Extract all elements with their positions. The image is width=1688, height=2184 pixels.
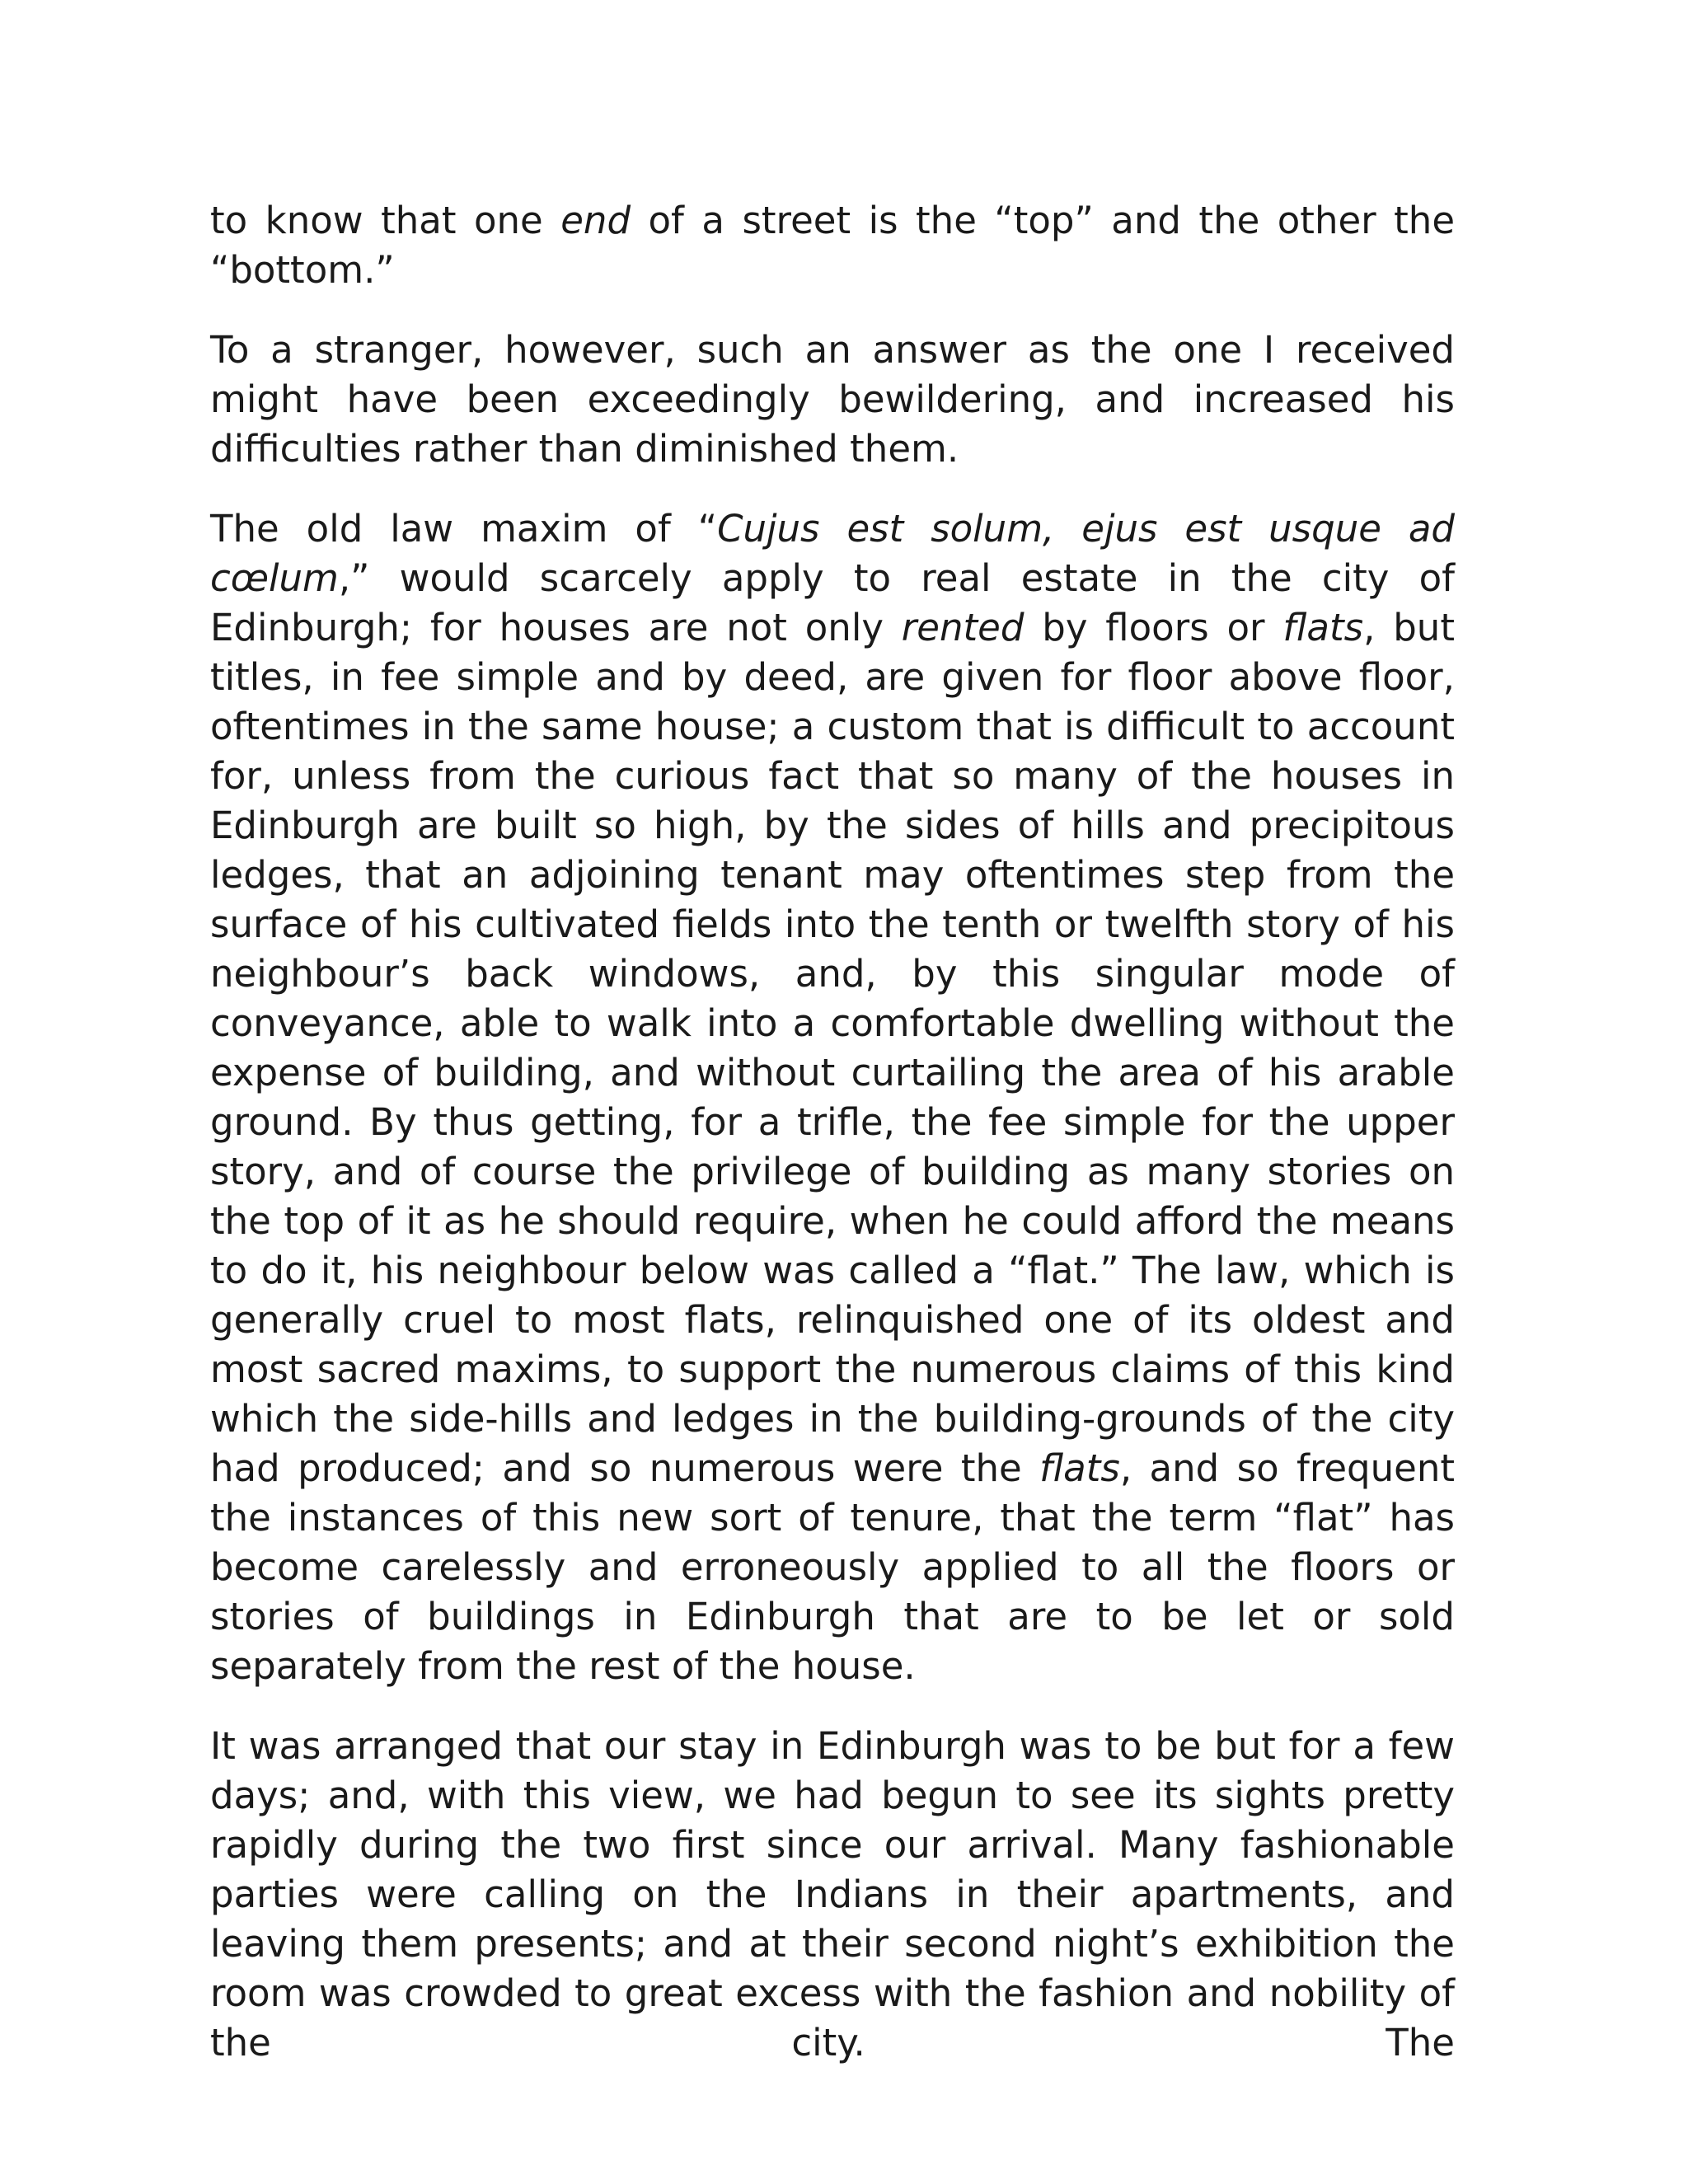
paragraph-3	[210, 504, 1455, 1691]
text-run: by floors or	[1024, 606, 1283, 649]
document-page	[210, 196, 1455, 2098]
paragraph-1	[210, 196, 1455, 295]
italic-run: rented	[901, 606, 1025, 649]
text-run: It was arranged that our stay in Edinburgh was to be but for a few days; and, with this view, we had begun to see its sights pretty rapidly during the two first since our arrival. Many fashionable parties were calling on the Indians in their apartments, and leaving them presents; and at their second night’s exhibition the room was crowded to great excess with the fashion and nobility of the city. The	[210, 1724, 1455, 2064]
italic-run: Cujus est solum, ejus est usque ad cœlum	[210, 507, 1456, 600]
text-run: The old law maxim of “	[210, 507, 718, 551]
text-run: to know that one	[210, 199, 561, 242]
paragraph-2	[210, 326, 1455, 474]
text-run: , and so frequent the instances of this new sort of tenure, that the term “flat” has become carelessly and erroneously applied to all the floors or stories of buildings in Edinburgh that are to be let or sold separately from the rest of the house.	[210, 1446, 1455, 1688]
italic-run: flats	[1282, 606, 1364, 649]
italic-run: end	[560, 199, 631, 242]
text-run: To a stranger, however, such an answer as the one I received might have been exceedingly bewildering, and increased his difficulties rather than diminished them.	[210, 328, 1455, 471]
italic-run: flats	[1039, 1446, 1120, 1490]
text-run: of a street is the “top” and the other the “bottom.”	[210, 199, 1456, 292]
paragraph-4	[210, 1722, 1455, 2068]
text-run: ,” would scarcely apply to real estate in the city of Edinburgh; for houses are not only	[210, 556, 1455, 649]
text-run: , but titles, in fee simple and by deed, are given for floor above floor, oftentimes in the same house; a custom that is difficult to account for, unless from the curious fact that so many of the houses in Edinburgh are built so high, by the sides of hills and precipitous ledges, that an adjoining tenant may oftentimes step from the surface of his cultivated fields into the tenth or twelfth story of his neighbour’s back windows, and, by this singular mode of conveyance, able to walk into a comfortable dwelling without the expense of building, and without curtailing the area of his arable ground. By thus getting, for a trifle, the fee simple for the upper story, and of course the privilege of building as many stories on the top of it as he should require, when he could afford the means to do it, his neighbour below was called a “flat.” The law, which is generally cruel to most flats, relinquished one of its oldest and most sacred maxims, to support the numerous claims of this kind which the side-hills and ledges in the building-grounds of the city had produced; and so numerous were the	[210, 606, 1455, 1490]
